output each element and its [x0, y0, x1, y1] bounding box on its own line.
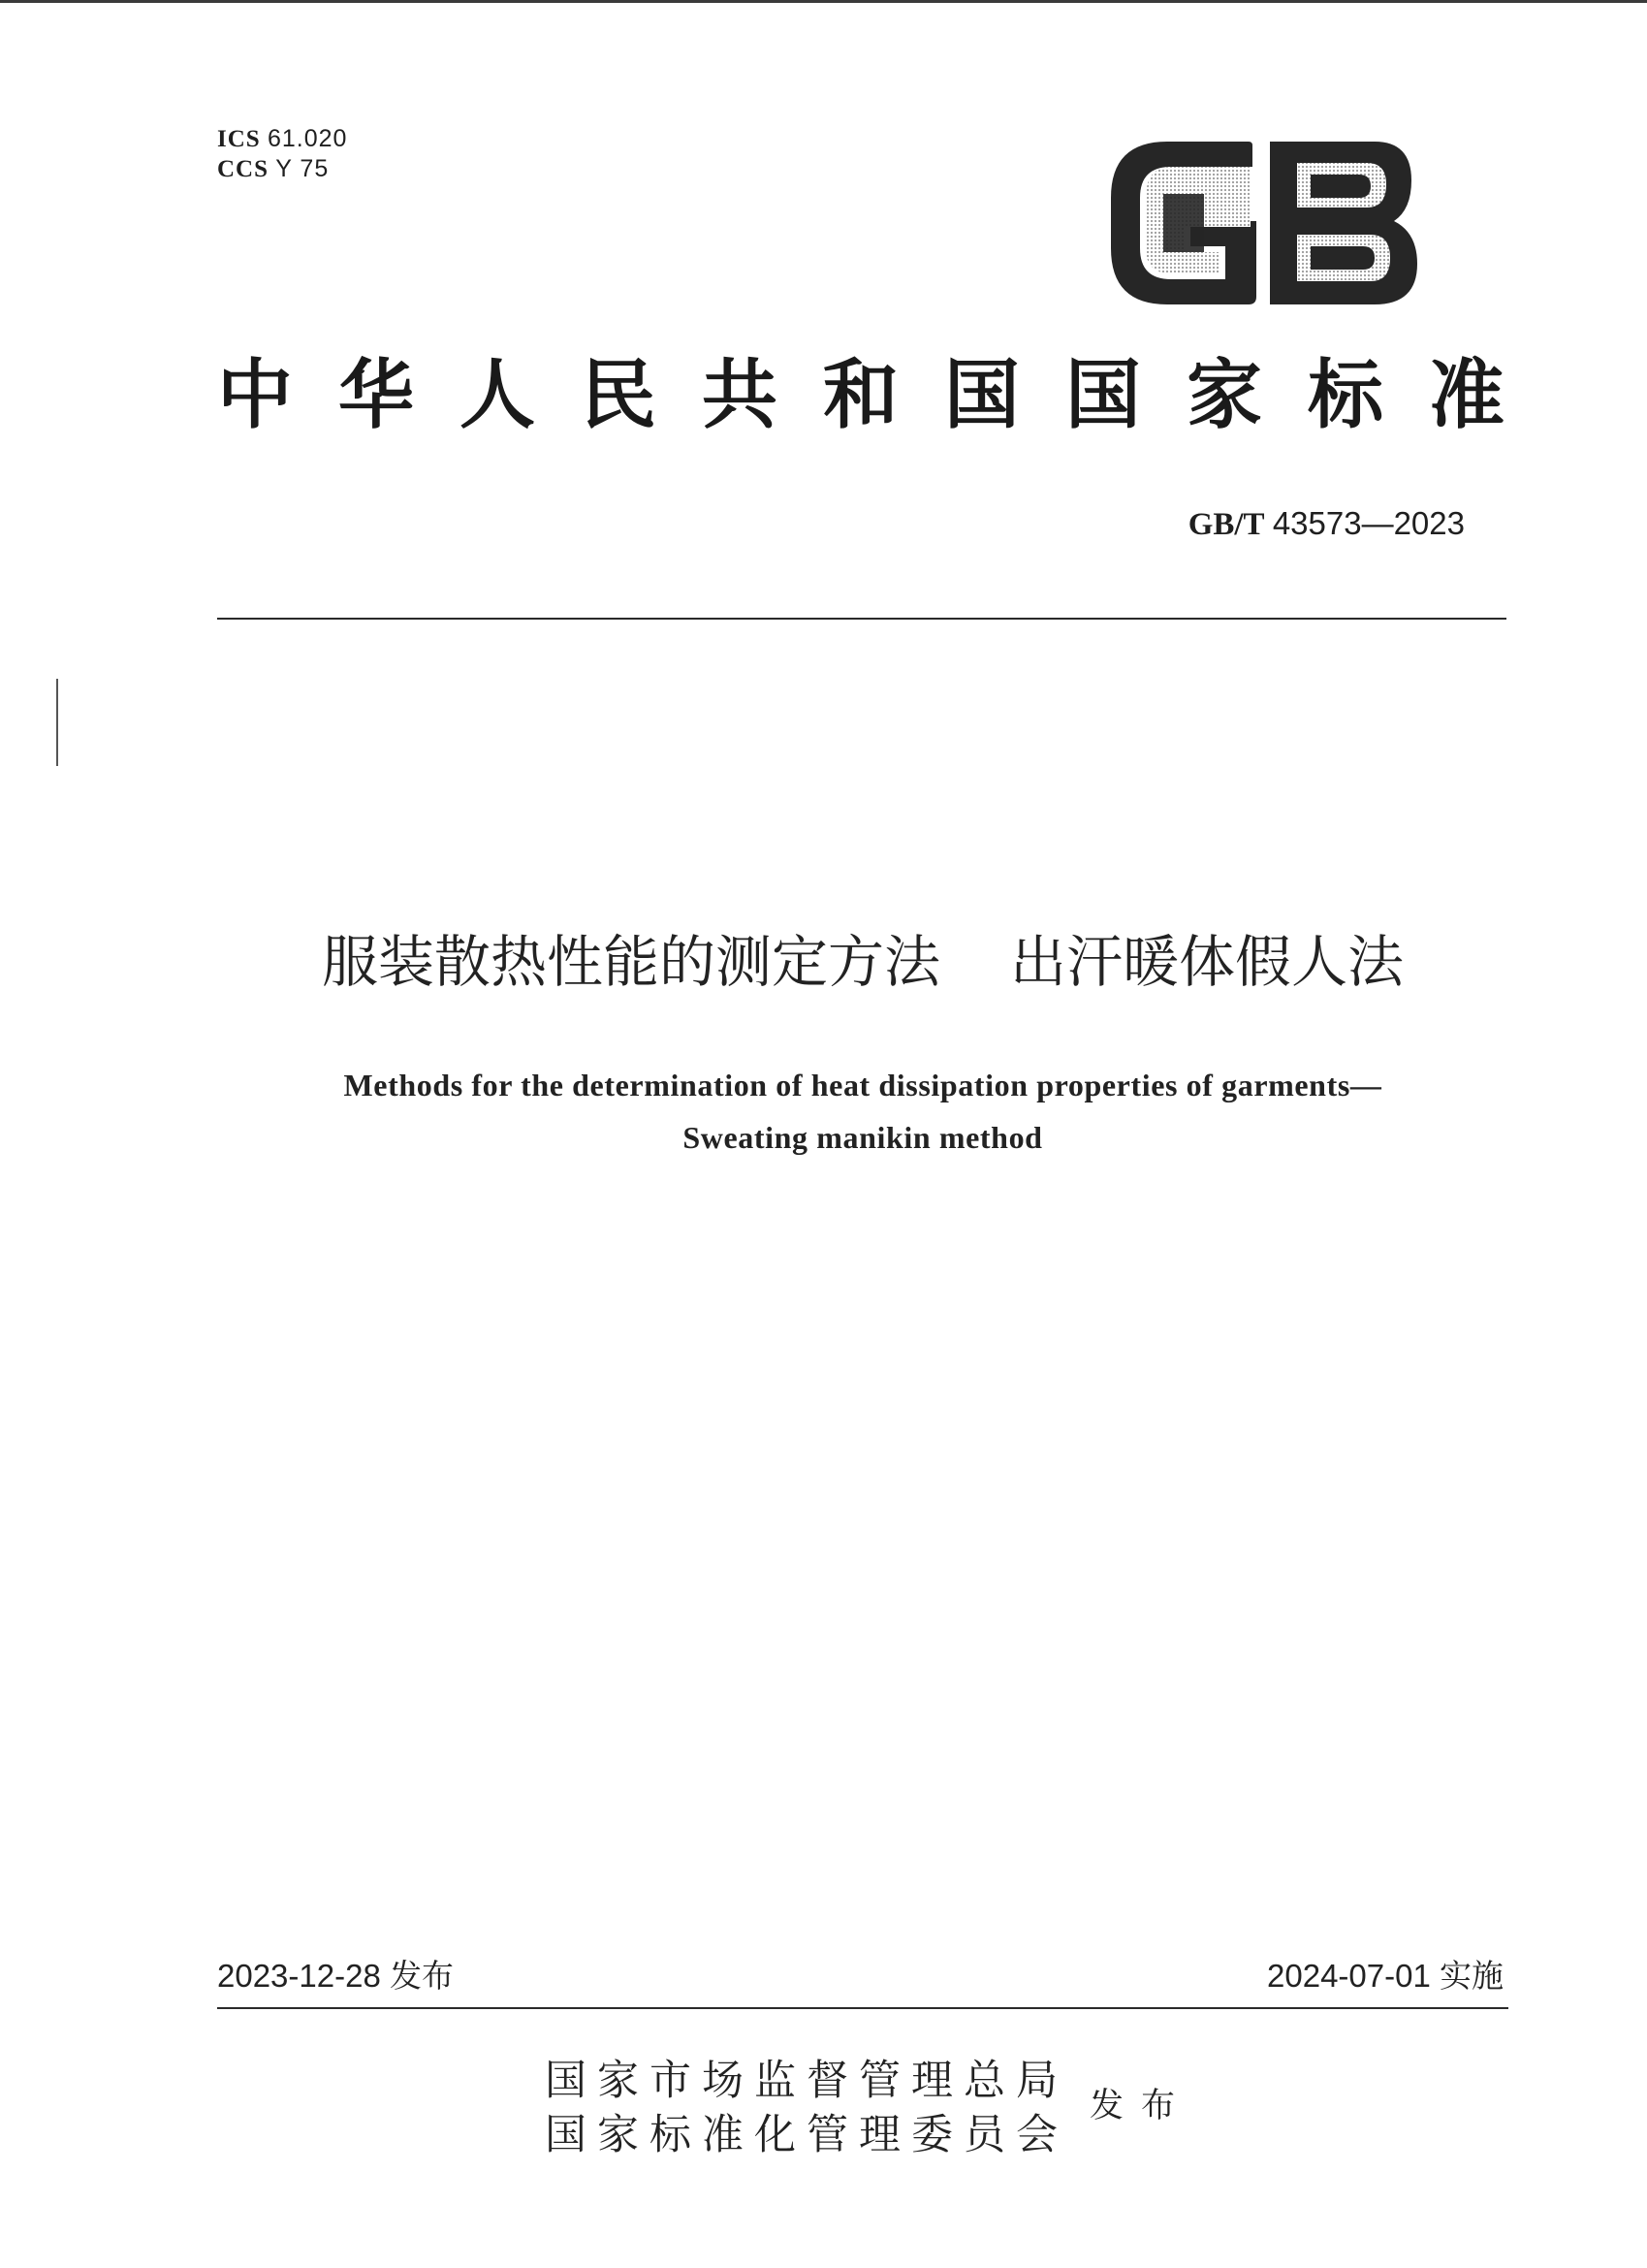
issuer-samr: 国家市场监督管理总局 [545, 2057, 1068, 2105]
standard-number-value: 43573—2023 [1272, 505, 1465, 541]
chinese-title-part2: 出汗暖体假人法 [1010, 929, 1405, 995]
chinese-title-part1: 服装散热性能的测定方法 [321, 929, 940, 995]
ics-code [217, 124, 347, 154]
english-title [217, 1059, 1508, 1164]
scan-top-edge [0, 0, 1647, 3]
ics-label: ICS [217, 126, 261, 152]
national-standard-title: 中华人民共和国国家标准 [217, 351, 1508, 439]
issue-date [217, 1955, 454, 1997]
ccs-value: Y 75 [275, 155, 330, 182]
gb-logo [1107, 138, 1421, 308]
publish-label: 发布 [1090, 2087, 1193, 2125]
issuer-sac: 国家标准化管理委员会 [545, 2111, 1068, 2159]
issue-date-label: 发布 [389, 1957, 454, 1995]
english-title-line2: Sweating manikin method [682, 1120, 1043, 1155]
implementation-date-value: 2024-07-01 [1267, 1958, 1431, 1994]
english-title-line1: Methods for the determination of heat dissipation properties of garments— [343, 1068, 1382, 1102]
ccs-code [217, 154, 347, 184]
ccs-label: CCS [217, 156, 269, 182]
top-divider [217, 618, 1506, 620]
implementation-date [1267, 1955, 1504, 1997]
chinese-title [217, 923, 1508, 1001]
ics-value: 61.020 [267, 125, 348, 152]
standard-number-prefix: GB/T [1188, 507, 1265, 542]
scan-margin-mark [56, 679, 58, 766]
implementation-date-label: 实施 [1440, 1957, 1504, 1995]
standard-number [1188, 504, 1465, 544]
classification-codes [217, 124, 347, 184]
issue-date-value: 2023-12-28 [217, 1958, 381, 1994]
issuing-authorities [545, 2054, 1068, 2162]
bottom-divider [217, 2007, 1508, 2009]
